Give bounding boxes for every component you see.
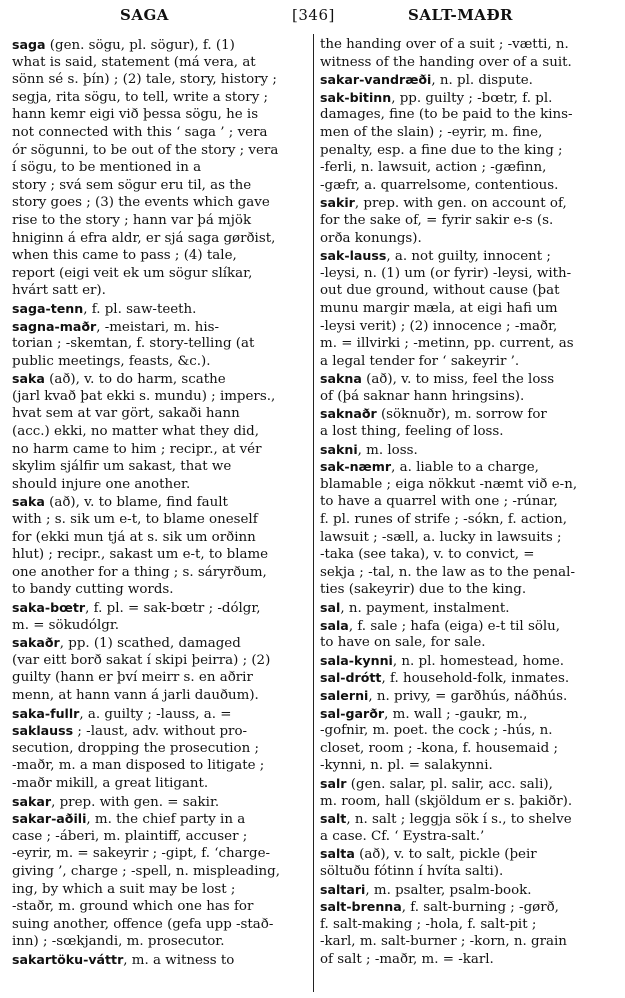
- left-column-line: menn, at hann vann á jarli dauðum).: [12, 687, 259, 703]
- header-right-guideword: SALT-MAÐR: [408, 6, 514, 24]
- right-column-line: sal-garðr, m. wall ; -gaukr, m.,: [320, 705, 528, 722]
- right-column-line: a legal tender for ‘ sakeyrir ’.: [320, 353, 520, 369]
- left-column-line: hlut) ; recipr., sakast um e-t, to blame: [12, 547, 269, 563]
- left-column-line: no harm came to him ; recipr., at vér: [12, 441, 262, 457]
- right-column-line: sakni, m. loss.: [320, 441, 418, 458]
- right-column-line: salta (að), v. to salt, pickle (þeir: [320, 846, 537, 863]
- left-column-line: guilty (hann er því meirr s. en aðrir: [12, 670, 253, 686]
- left-column-line: story ; svá sem sögur eru til, as the: [12, 177, 252, 193]
- right-column-line: sak-bitinn, pp. guilty ; -bœtr, f. pl.: [320, 89, 553, 106]
- right-column-line: sala-kynni, n. pl. homestead, home.: [320, 652, 565, 669]
- left-column-line: (acc.) ekki, no matter what they did,: [12, 424, 260, 440]
- right-column-line: witness of the handing over of a suit.: [320, 54, 572, 70]
- right-column-line: a case. Cf. ‘ Eystra-salt.’: [320, 828, 485, 844]
- left-column-line: with ; s. sik um e-t, to blame oneself: [12, 512, 258, 528]
- left-column: [12, 36, 308, 968]
- left-column-line: -staðr, m. ground which one has for: [12, 899, 254, 915]
- column-divider: [313, 34, 314, 992]
- right-column-line: sakar-vandræði, n. pl. dispute.: [320, 72, 533, 89]
- page-header: [0, 0, 625, 26]
- right-column: [320, 36, 616, 968]
- right-column-line: -ferli, n. lawsuit, action ; -gæfinn,: [320, 160, 547, 176]
- left-column-line: ing, by which a suit may be lost ;: [12, 881, 236, 897]
- left-column-line: sagna-maðr, -meistari, m. his-: [12, 318, 220, 335]
- right-column-line: penalty, esp. a fine due to the king ;: [320, 142, 563, 158]
- right-column-line: lawsuit ; -sæll, a. lucky in lawsuits ;: [320, 529, 562, 545]
- left-column-line: ór sögunni, to be out of the story ; vera: [12, 142, 279, 158]
- left-column-line: saka (að), v. to blame, find fault: [12, 494, 228, 511]
- left-column-line: saga-tenn, f. pl. saw-teeth.: [12, 300, 197, 317]
- left-column-line: (jarl kvað þat ekki s. mundu) ; impers.,: [12, 388, 276, 404]
- right-column-line: for the sake of, = fyrir sakir e-s (s.: [320, 212, 554, 228]
- right-column-line: -gofnir, m. poet. the cock ; -hús, n.: [320, 723, 553, 739]
- right-column-line: saltari, m. psalter, psalm-book.: [320, 881, 532, 898]
- left-column-line: secution, dropping the prosecution ;: [12, 740, 259, 756]
- left-column-line: sakar, prep. with gen. = sakir.: [12, 793, 220, 810]
- right-column-line: f. pl. runes of strife ; -sókn, f. action,: [320, 512, 567, 528]
- right-column-line: out due ground, without cause (þat: [320, 283, 560, 299]
- right-column-line: munu margir mæla, at eigi hafi um: [320, 300, 558, 316]
- left-column-line: giving ’, charge ; -spell, n. mispleading,: [12, 863, 280, 879]
- left-column-line: saka-fullr, a. guilty ; -lauss, a. =: [12, 705, 232, 722]
- right-column-line: -gæfr, a. quarrelsome, contentious.: [320, 177, 559, 193]
- right-column-line: closet, room ; -kona, f. housemaid ;: [320, 740, 559, 756]
- right-column-line: f. salt-making ; -hola, f. salt-pit ;: [320, 916, 537, 932]
- left-column-line: for (ekki mun tjá at s. sik um orðinn: [12, 529, 256, 545]
- left-column-line: suing another, offence (gefa upp -stað-: [12, 916, 274, 932]
- left-column-line: what is said, statement (má vera, at: [12, 54, 256, 70]
- left-column-line: saka-bœtr, f. pl. = sak-bœtr ; -dólgr,: [12, 600, 261, 616]
- left-column-line: saga (gen. sögu, pl. sögur), f. (1): [12, 37, 235, 53]
- left-column-line: hvárt satt er).: [12, 283, 106, 299]
- left-column-line: skylim sjálfir um sakast, that we: [12, 459, 232, 475]
- right-column-line: m. = illvirki ; -metinn, pp. current, as: [320, 336, 574, 352]
- left-column-line: saklauss ; -laust, adv. without pro-: [12, 723, 248, 740]
- right-column-line: sakir, prep. with gen. on account of,: [320, 195, 567, 212]
- right-column-line: -leysi verit) ; (2) innocence ; -maðr,: [320, 318, 558, 334]
- left-column-line: public meetings, feasts, &c.).: [12, 353, 211, 369]
- right-column-line: -karl, m. salt-burner ; -korn, n. grain: [320, 934, 567, 950]
- right-column-line: ties (sakeyrir) due to the king.: [320, 582, 527, 598]
- left-column-line: not connected with this ‘ saga ’ ; vera: [12, 124, 268, 140]
- right-column-line: a lost thing, feeling of loss.: [320, 424, 504, 440]
- left-column-line: hann kemr eigi við þessa sögu, he is: [12, 107, 259, 123]
- right-column-line: of salt ; -maðr, m. = -karl.: [320, 951, 494, 967]
- right-column-line: saknaðr (söknuðr), m. sorrow for: [320, 406, 547, 423]
- left-column-line: inn) ; -sœkjandi, m. prosecutor.: [12, 934, 225, 950]
- left-column-line: m. = sökudólgr.: [12, 617, 120, 633]
- right-column-line: sak-næmr, a. liable to a charge,: [320, 459, 539, 476]
- right-column-line: sal, n. payment, instalment.: [320, 600, 510, 616]
- right-column-line: orða konungs).: [320, 230, 422, 246]
- left-column-line: hniginn á efra aldr, er sjá saga gørðist,: [12, 230, 276, 246]
- left-column-line: -maðr, m. a man disposed to litigate ;: [12, 758, 265, 774]
- right-column-line: damages, fine (to be paid to the kins-: [320, 107, 573, 123]
- left-column-line: should injure one another.: [12, 476, 191, 492]
- right-column-line: the handing over of a suit ; -vætti, n.: [320, 37, 569, 52]
- right-column-line: söltuðu fótinn í hvíta salti).: [320, 863, 504, 879]
- left-column-line: -maðr mikill, a great litigant.: [12, 775, 209, 791]
- right-column-line: m. room, hall (skjöldum er s. þakiðr).: [320, 793, 573, 809]
- right-column-line: salerni, n. privy, = garðhús, náðhús.: [320, 687, 568, 704]
- left-column-line: saka (að), v. to do harm, scathe: [12, 371, 226, 388]
- right-column-line: blamable ; eiga nökkut -næmt við e-n,: [320, 476, 578, 492]
- right-column-line: -taka (see taka), v. to convict, =: [320, 547, 535, 563]
- left-column-line: rise to the story ; hann var þá mjök: [12, 212, 252, 228]
- right-column-line: -leysi, n. (1) um (or fyrir) -leysi, with-: [320, 265, 572, 281]
- left-column-line: sönn sé s. þín) ; (2) tale, story, history ;: [12, 72, 277, 88]
- right-column-line: to have on sale, for sale.: [320, 635, 486, 651]
- left-column-line: story goes ; (3) the events which gave: [12, 195, 270, 211]
- right-column-line: of (þá saknar hann hringsins).: [320, 388, 525, 404]
- right-column-line: -kynni, n. pl. = salakynni.: [320, 758, 493, 774]
- right-column-line: sekja ; -tal, n. the law as to the penal-: [320, 564, 575, 580]
- header-left-guideword: SAGA: [120, 6, 169, 24]
- right-column-line: salt-brenna, f. salt-burning ; -gørð,: [320, 899, 559, 916]
- left-column-line: -eyrir, m. = sakeyrir ; -gipt, f. ‘charge-: [12, 846, 271, 862]
- left-column-line: when this came to pass ; (4) tale,: [12, 248, 237, 264]
- left-column-line: report (eigi veit ek um sögur slíkar,: [12, 265, 253, 281]
- left-column-line: hvat sem at var gört, sakaði hann: [12, 406, 240, 422]
- left-column-line: sakartöku-váttr, m. a witness to: [12, 951, 235, 968]
- right-column-line: sakna (að), v. to miss, feel the loss: [320, 371, 555, 388]
- left-column-line: one another for a thing ; s. sáryrðum,: [12, 564, 267, 580]
- right-column-line: sak-lauss, a. not guilty, innocent ;: [320, 248, 551, 265]
- right-column-line: salt, n. salt ; leggja sök í s., to shelve: [320, 811, 572, 828]
- right-column-line: men of the slain) ; -eyrir, m. fine,: [320, 124, 543, 140]
- right-column-line: to have a quarrel with one ; -rúnar,: [320, 494, 558, 510]
- page-number: [346]: [292, 6, 335, 24]
- left-column-line: torian ; -skemtan, f. story-telling (at: [12, 336, 255, 352]
- left-column-line: í sögu, to be mentioned in a: [12, 160, 202, 176]
- left-column-line: sakar-aðili, m. the chief party in a: [12, 811, 246, 828]
- left-column-line: (var eitt borð sakat í skipi þeirra) ; (2): [12, 652, 271, 668]
- left-column-line: case ; -áberi, m. plaintiff, accuser ;: [12, 828, 248, 844]
- right-column-line: sala, f. sale ; hafa (eiga) e-t til sölu,: [320, 617, 561, 634]
- left-column-line: to bandy cutting words.: [12, 582, 174, 598]
- right-column-line: sal-drótt, f. household-folk, inmates.: [320, 670, 570, 687]
- left-column-line: sakaðr, pp. (1) scathed, damaged: [12, 635, 241, 652]
- right-column-line: salr (gen. salar, pl. salir, acc. sali),: [320, 775, 553, 792]
- left-column-line: segja, rita sögu, to tell, write a story ;: [12, 89, 269, 105]
